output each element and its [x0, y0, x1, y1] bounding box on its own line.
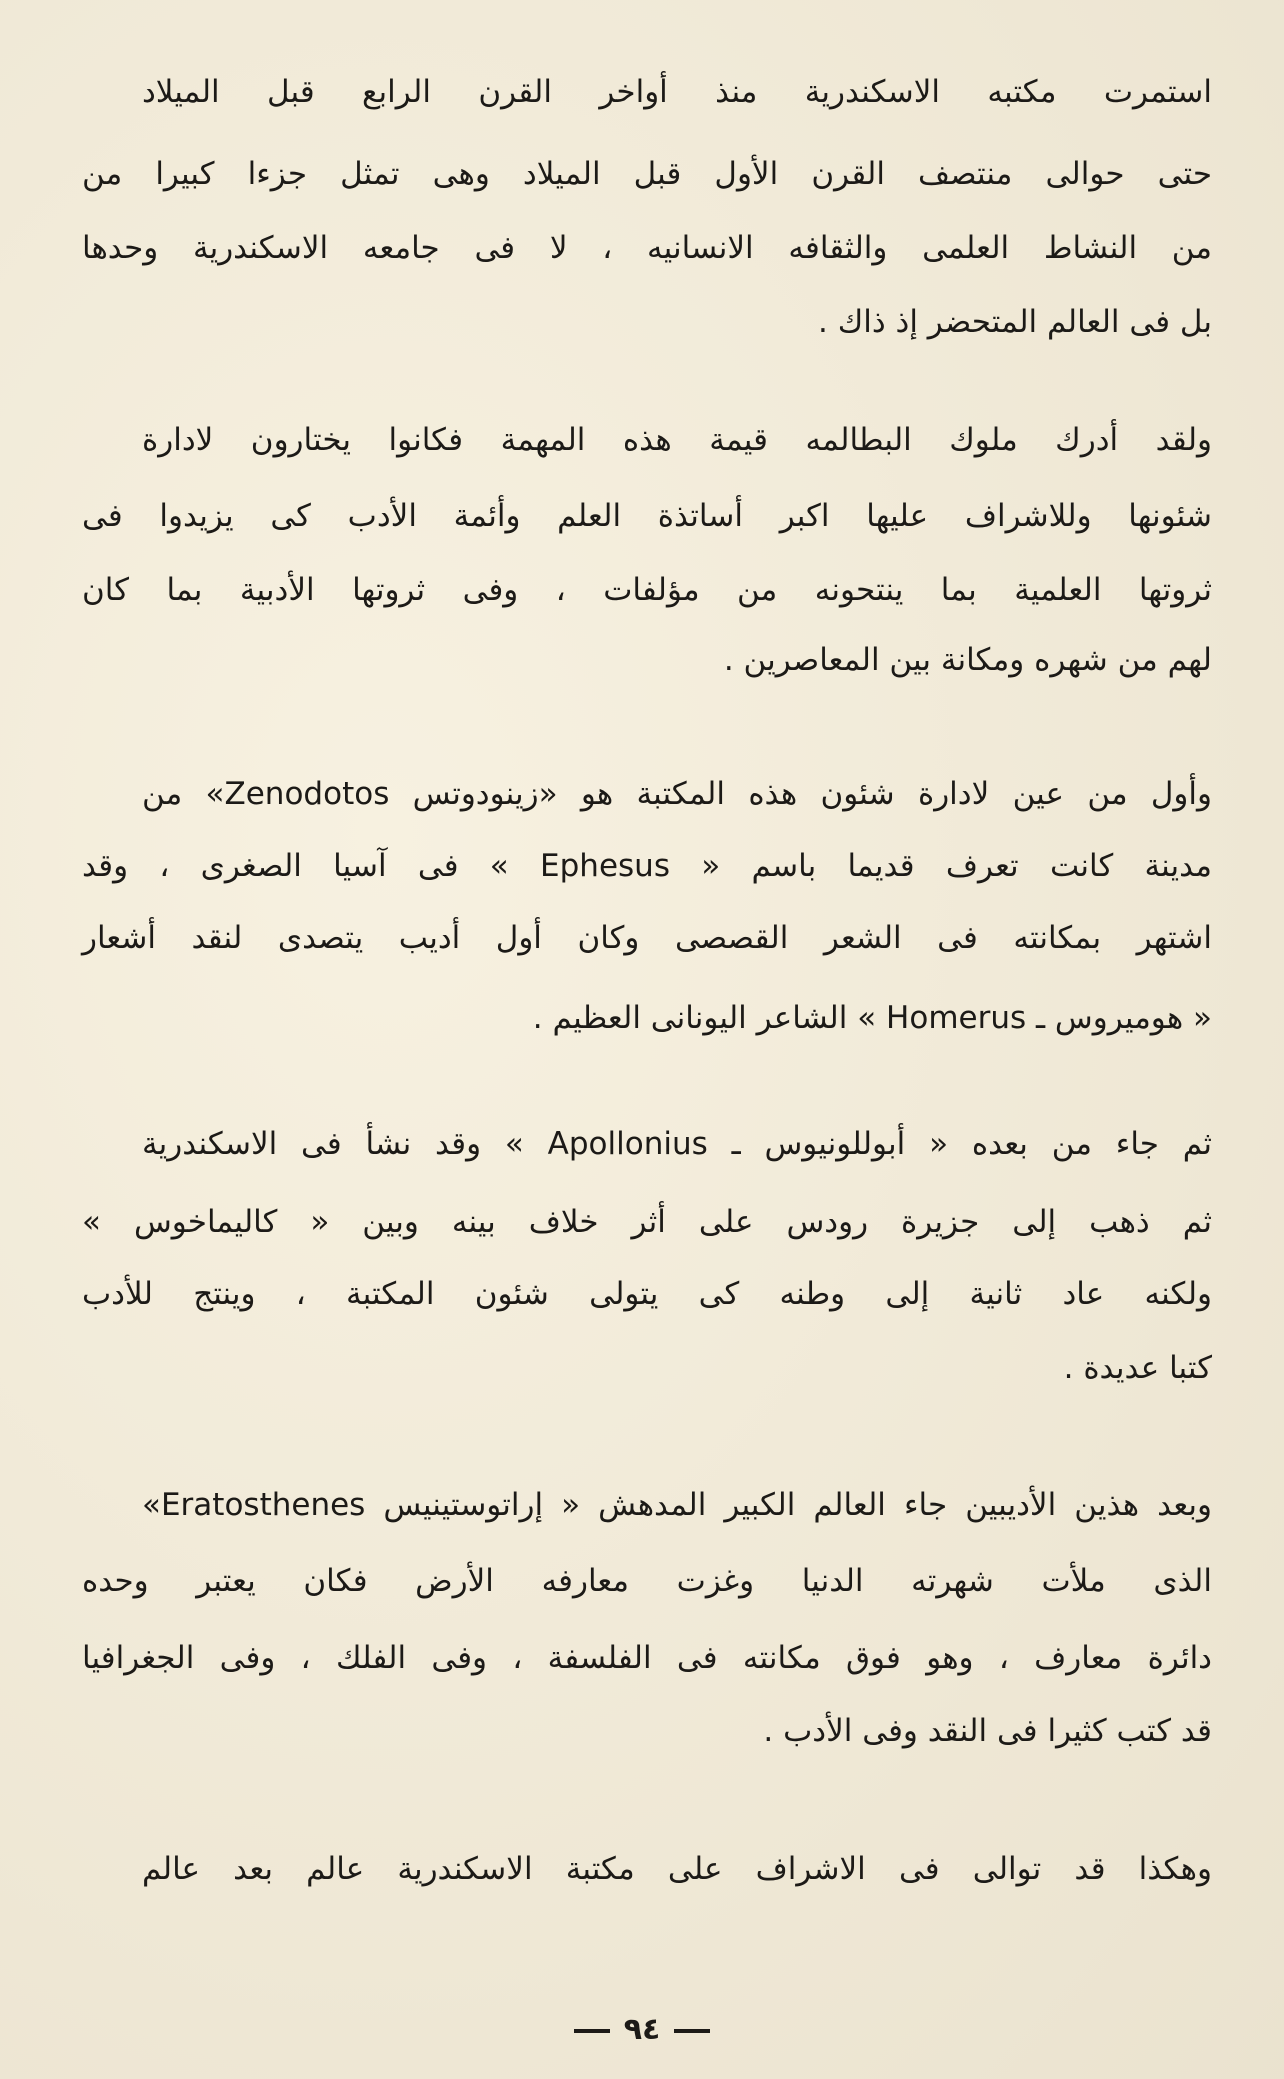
text-line: مدينة كانت تعرف قديما باسم « Ephesus » فى آسيا الصغرى ، وقد [82, 848, 1212, 884]
text-line: اشتهر بمكانته فى الشعر القصصى وكان أول أديب يتصدى لنقد أشعار [82, 920, 1212, 956]
text-line: ولقد أدرك ملوك البطالمه قيمة هذه المهمة فكانوا يختارون لادارة [142, 422, 1212, 458]
text-line: ولكنه عاد ثانية إلى وطنه كى يتولى شئون المكتبة ، وينتج للأدب [82, 1276, 1212, 1312]
text-line: دائرة معارف ، وهو فوق مكانته فى الفلسفة ، وفى الفلك ، وفى الجغرافيا [82, 1640, 1212, 1676]
text-line: استمرت مكتبه الاسكندرية منذ أواخر القرن الرابع قبل الميلاد [142, 74, 1212, 110]
dash-decoration [574, 2029, 610, 2033]
text-line: حتى حوالى منتصف القرن الأول قبل الميلاد وهى تمثل جزءا كبيرا من [82, 156, 1212, 192]
text-line: وبعد هذين الأديبين جاء العالم الكبير المدهش « إراتوستينيس Eratosthenes» [142, 1487, 1212, 1523]
text-line: وأول من عين لادارة شئون هذه المكتبة هو «زينودوتس Zenodotos» من [142, 776, 1212, 812]
text-line: الذى ملأت شهرته الدنيا وغزت معارفه الأرض فكان يعتبر وحده [82, 1563, 1212, 1599]
text-line: ثم جاء من بعده « أبوللونيوس ـ Apollonius » وقد نشأ فى الاسكندرية [142, 1126, 1212, 1162]
text-line: بل فى العالم المتحضر إذ ذاك . [818, 304, 1212, 340]
text-line: كتبا عديدة . [1063, 1350, 1212, 1386]
text-line: لهم من شهره ومكانة بين المعاصرين . [723, 642, 1212, 678]
text-line: وهكذا قد توالى فى الاشراف على مكتبة الاسكندرية عالم بعد عالم [142, 1851, 1212, 1887]
page-number-text: ٩٤ [623, 2012, 661, 2047]
page-number [0, 2012, 1284, 2047]
text-line: من النشاط العلمى والثقافه الانسانيه ، لا فى جامعه الاسكندرية وحدها [82, 230, 1212, 266]
text-line: « هوميروس ـ Homerus » الشاعر اليونانى العظيم . [532, 1000, 1212, 1036]
text-line: شئونها وللاشراف عليها اكبر أساتذة العلم وأئمة الأدب كى يزيدوا فى [82, 498, 1212, 534]
text-line: قد كتب كثيرا فى النقد وفى الأدب . [763, 1713, 1212, 1749]
text-line: ثروتها العلمية بما ينتحونه من مؤلفات ، وفى ثروتها الأدبية بما كان [82, 572, 1212, 608]
text-line: ثم ذهب إلى جزيرة رودس على أثر خلاف بينه وبين « كاليماخوس » [82, 1204, 1212, 1240]
dash-decoration [674, 2029, 710, 2033]
